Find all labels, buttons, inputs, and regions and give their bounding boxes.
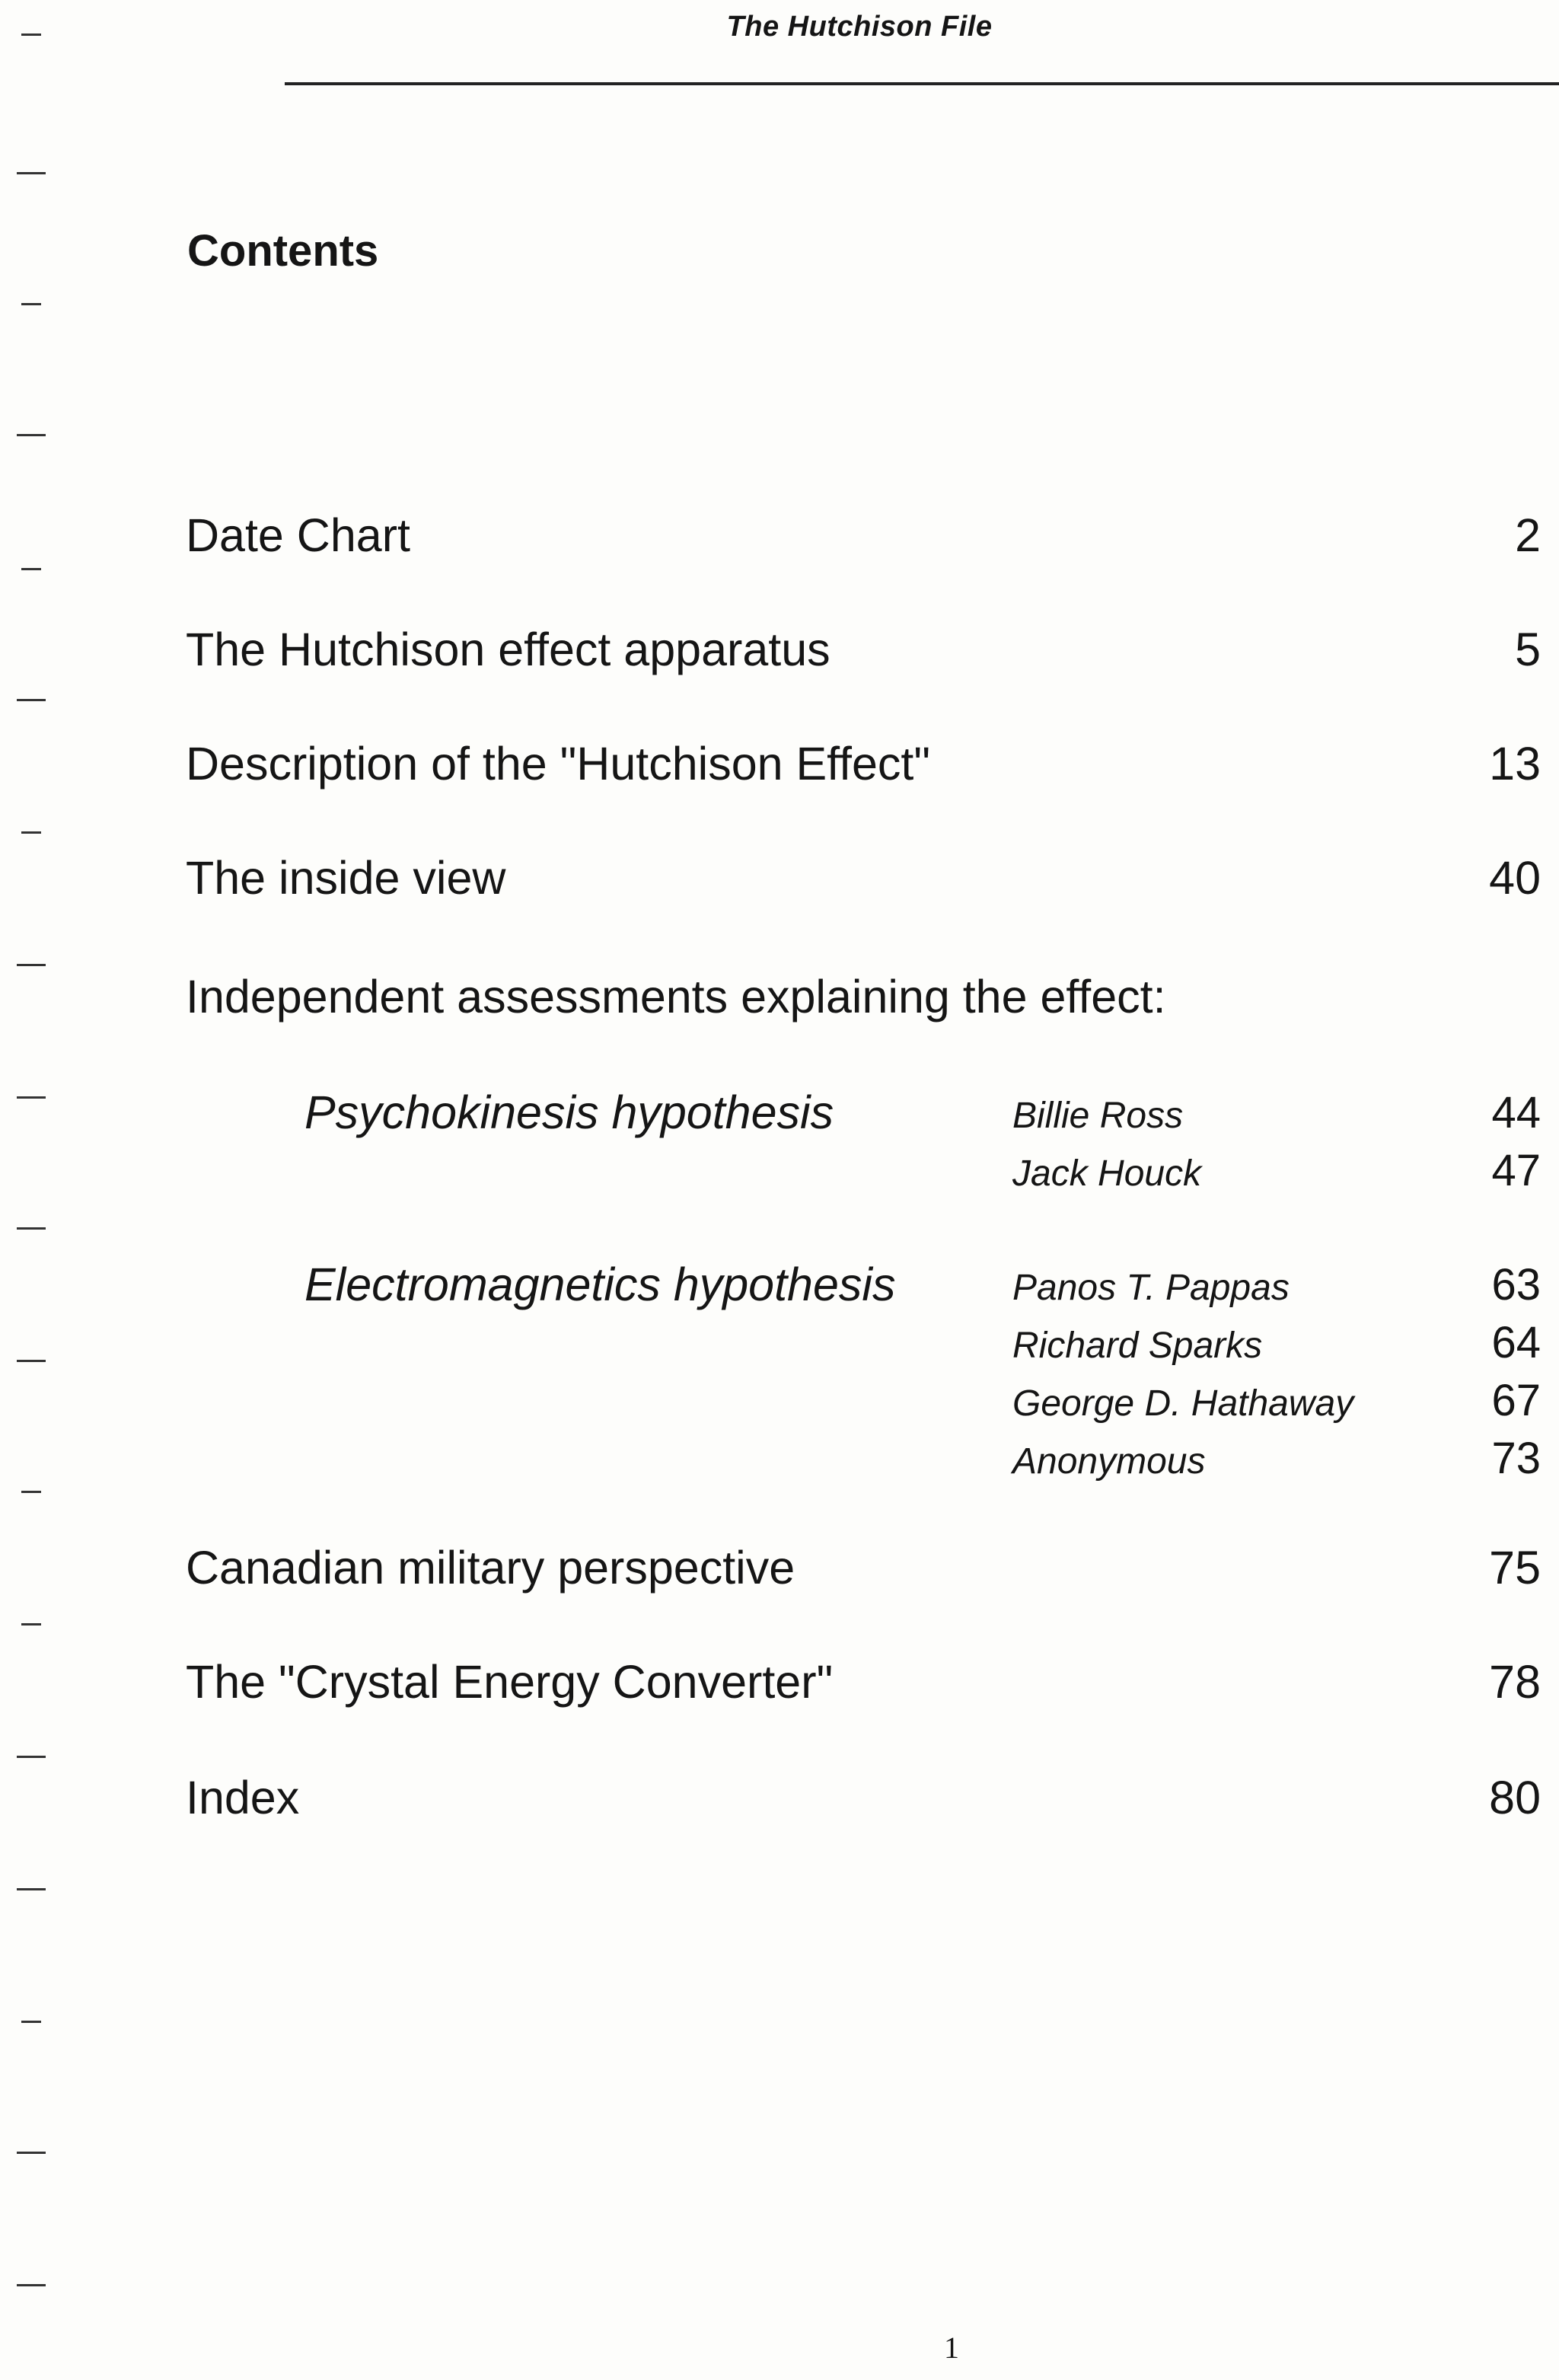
author-page: 64 bbox=[1491, 1318, 1541, 1367]
binding-margin-marks bbox=[0, 0, 61, 2380]
contents-heading: Contents bbox=[187, 226, 379, 276]
toc-entry-label: The "Crystal Energy Converter" bbox=[186, 1656, 834, 1708]
toc-entry-page: 40 bbox=[1489, 852, 1541, 904]
author-name[interactable]: Billie Ross bbox=[1012, 1096, 1184, 1136]
toc-entry-page: 80 bbox=[1489, 1772, 1541, 1823]
author-page: 47 bbox=[1491, 1146, 1541, 1195]
page-number: 1 bbox=[944, 2331, 959, 2365]
toc-entry-label: Date Chart bbox=[186, 509, 410, 561]
toc-entry-assessments bbox=[186, 970, 1541, 1031]
author-page: 63 bbox=[1491, 1260, 1541, 1310]
toc-entry-inside-view[interactable] bbox=[186, 851, 1541, 912]
hypothesis-electromagnetics: Electromagnetics hypothesis bbox=[304, 1259, 896, 1310]
author-page: 73 bbox=[1491, 1434, 1541, 1483]
toc-entry-description[interactable] bbox=[186, 737, 1541, 798]
toc-entry-date-chart[interactable] bbox=[186, 509, 1541, 569]
toc-entry-page: 75 bbox=[1489, 1542, 1541, 1594]
toc-entry-page: 13 bbox=[1489, 738, 1541, 790]
toc-entry-label: Description of the "Hutchison Effect" bbox=[186, 738, 930, 790]
toc-entry-label: Canadian military perspective bbox=[186, 1542, 795, 1594]
toc-entry-apparatus[interactable] bbox=[186, 623, 1541, 684]
author-name[interactable]: Panos T. Pappas bbox=[1012, 1268, 1290, 1308]
toc-entry-label: Index bbox=[186, 1772, 300, 1823]
toc-entry-crystal-energy[interactable] bbox=[186, 1655, 1541, 1716]
toc-section-label: Independent assessments explaining the effect: bbox=[186, 971, 1166, 1023]
author-name[interactable]: George D. Hathaway bbox=[1012, 1383, 1354, 1424]
author-page: 44 bbox=[1491, 1088, 1541, 1137]
hypothesis-psychokinesis: Psychokinesis hypothesis bbox=[304, 1086, 834, 1138]
header-rule bbox=[285, 82, 1559, 85]
author-name[interactable]: Richard Sparks bbox=[1012, 1326, 1263, 1366]
toc-entry-page: 78 bbox=[1489, 1656, 1541, 1708]
author-name[interactable]: Anonymous bbox=[1012, 1441, 1206, 1482]
toc-entry-canadian-military[interactable] bbox=[186, 1541, 1541, 1602]
toc-entry-label: The inside view bbox=[186, 852, 506, 904]
toc-entry-page: 5 bbox=[1515, 624, 1541, 675]
toc-entry-label: The Hutchison effect apparatus bbox=[186, 624, 831, 675]
author-name[interactable]: Jack Houck bbox=[1012, 1153, 1202, 1194]
author-page: 67 bbox=[1491, 1376, 1541, 1425]
toc-entry-index[interactable] bbox=[186, 1771, 1541, 1832]
toc-entry-page: 2 bbox=[1515, 509, 1541, 561]
running-header: The Hutchison File bbox=[726, 11, 993, 43]
